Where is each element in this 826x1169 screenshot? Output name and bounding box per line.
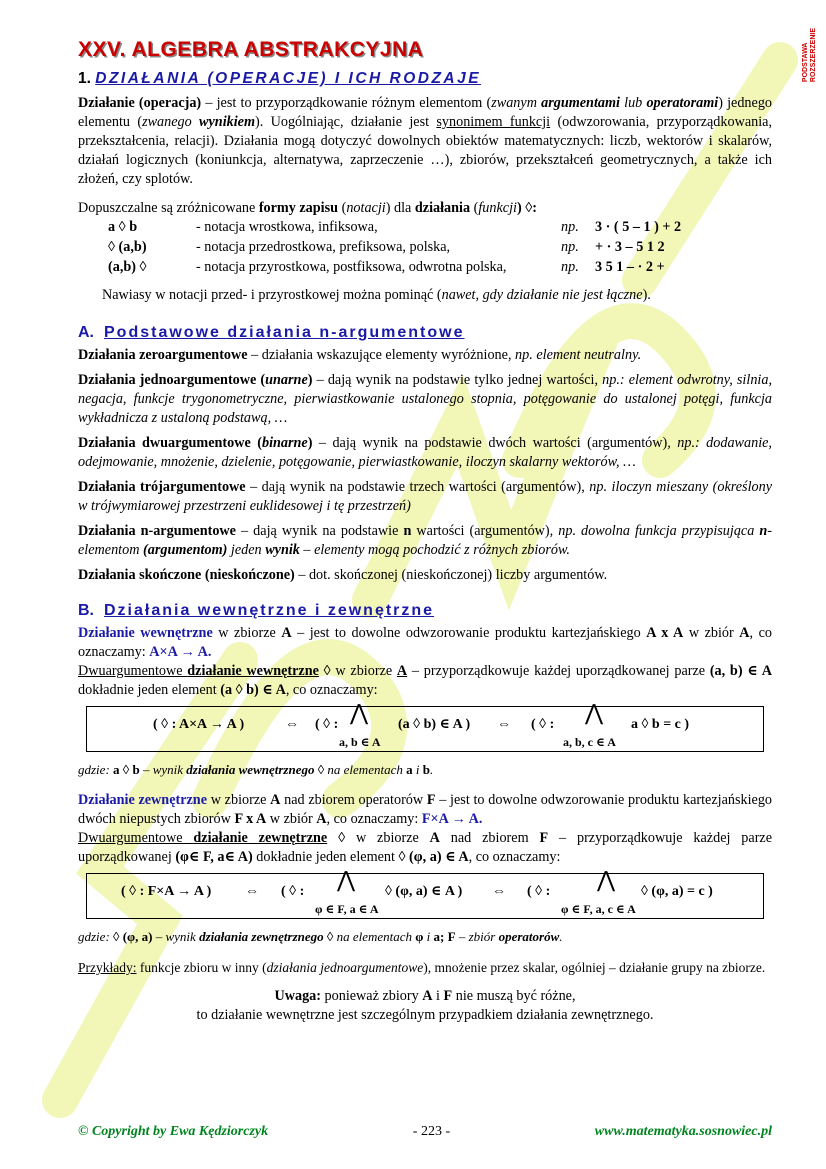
- binary-item: Działania dwuargumentowe (binarne) – dają wynik na podstawie dwóch wartości (argumentów), np.: dodawanie, odejmowanie, mnożenie, dzielenie, potęgowanie, pierwiastkowanie, iloczyn skalarny wektorów, …: [78, 435, 772, 470]
- section1-number: 1.: [78, 70, 91, 87]
- notation-example: 3 · ( 5 – 1 ) + 2: [595, 219, 682, 235]
- notation-list: [78, 218, 772, 278]
- formula-part: ( ◊ : F×A → A ): [121, 884, 212, 899]
- remark-line-2: to działanie wewnętrzne jest szczególnym przypadkiem działania zewnętrznego.: [196, 1007, 654, 1023]
- section1-heading: [78, 69, 772, 88]
- for-all-symbol: ⋀: [585, 700, 604, 725]
- for-all-symbol: ⋀: [337, 867, 356, 892]
- notation-row: [78, 258, 772, 278]
- internal-formula-box: [86, 700, 764, 752]
- notation-np: np.: [561, 259, 579, 275]
- internal-note: gdzie: a ◊ b – wynik działania wewnętrznego ◊ na elementach a i b.: [78, 762, 434, 777]
- formula-part: ◊ (φ, a) = c ): [641, 884, 713, 899]
- unary-item: Działania jednoargumentowe (unarne) – dają wynik na podstawie tylko jednej wartości, np.: element odwrotny, silnia, negacja, funkcje trygonometryczne, pierwiastkowanie ustalonego stopnia, potęgowanie do ustalonej potęgi, funkcja wykładnicza z ustaloną podstawą, …: [78, 372, 772, 426]
- sectionA-letter: A.: [78, 324, 94, 341]
- formula-part: ( ◊ :: [315, 717, 339, 732]
- for-all-symbol: ⋀: [350, 700, 369, 725]
- sectionA-heading: [78, 323, 772, 342]
- section1-title: DZIAŁANIA (OPERACJE) I ICH RODZAJE: [95, 70, 482, 87]
- website-link[interactable]: www.matematyka.sosnowiec.pl: [594, 1124, 772, 1139]
- sectionB-heading: [78, 601, 772, 620]
- chapter-title: XXV. ALGEBRA ABSTRAKCYJNA: [78, 38, 424, 61]
- side-label-basic: PODSTAWA: [802, 42, 809, 83]
- for-all-symbol: ⋀: [597, 867, 616, 892]
- external-note: gdzie: ◊ (φ, a) – wynik działania zewnętrznego ◊ na elementach φ i a; F – zbiór operatorów.: [78, 929, 563, 944]
- side-label-extended: ROZSZERZENIE: [810, 28, 817, 83]
- remark-line-1: Uwaga: ponieważ zbiory A i F nie muszą być różne,: [274, 988, 576, 1004]
- equivalence-symbol: ⇔: [492, 884, 506, 899]
- formula-part: ( ◊ :: [531, 717, 555, 732]
- notation-desc: - notacja wrostkowa, infiksowa,: [196, 219, 378, 235]
- internal-binary-definition: Dwuargumentowe działanie wewnętrzne ◊ w zbiorze A – przyporządkowuje każdej uporządkowanej parze (a, b) ∈ A dokładnie jeden element (a ◊ b) ∈ A, co oznaczamy:: [78, 663, 772, 698]
- notation-example: + · 3 – 5 1 2: [595, 239, 665, 255]
- page-footer: [78, 1124, 772, 1140]
- internal-definition: Działanie wewnętrzne w zbiorze A – jest to dowolne odwzorowanie produktu kartezjańskiego A x A w zbiór A, co oznaczamy: A×A → A.: [78, 625, 772, 660]
- page-number: - 223 -: [412, 1124, 451, 1139]
- quantifier-subscript: φ ∈ F, a ∈ A: [315, 902, 379, 916]
- formula-part: ( ◊ :: [281, 884, 305, 899]
- side-level-label: [802, 28, 818, 82]
- equivalence-symbol: ⇔: [285, 717, 299, 732]
- formula-part: ◊ (φ, a) ∈ A ): [385, 884, 463, 899]
- notation-form: ◊ (a,b): [108, 239, 147, 255]
- formula-part: ( ◊ :: [527, 884, 551, 899]
- finite-item: Działania skończone (nieskończone) – dot. skończonej (nieskończonej) liczby argumentów.: [78, 567, 608, 583]
- notation-row: [78, 218, 772, 238]
- page-content: [78, 40, 772, 1025]
- notation-desc: - notacja przyrostkowa, postfiksowa, odwrotna polska,: [196, 259, 507, 275]
- examples-paragraph: Przykłady: funkcje zbioru w inny (działania jednoargumentowe), mnożenie przez skalar, ogólniej – działanie grupy na zbiorze.: [78, 960, 766, 975]
- parentheses-note: Nawiasy w notacji przed- i przyrostkowej można pominąć (nawet, gdy działanie nie jest łączne).: [102, 287, 651, 303]
- notation-np: np.: [561, 239, 579, 255]
- notation-intro: Dopuszczalne są zróżnicowane formy zapisu (notacji) dla działania (funkcji) ◊:: [78, 200, 537, 216]
- equivalence-symbol: ⇔: [245, 884, 259, 899]
- notation-np: np.: [561, 219, 579, 235]
- sectionB-letter: B.: [78, 602, 94, 619]
- external-formula-box: [86, 867, 764, 919]
- sectionA-title: Podstawowe działania n-argumentowe: [104, 324, 465, 341]
- external-definition: Działanie zewnętrzne w zbiorze A nad zbiorem operatorów F – jest to dowolne odwzorowanie produktu kartezjańskiego dwóch niepustych zbiorów F x A w zbiór A, co oznaczamy: F×A → A.: [78, 792, 773, 827]
- formula-part: ( ◊ : A×A → A ): [153, 717, 245, 732]
- quantifier-subscript: φ ∈ F, a, c ∈ A: [561, 902, 636, 916]
- quantifier-subscript: a, b ∈ A: [339, 735, 381, 749]
- definition-paragraph: Działanie (operacja) – jest to przyporządkowanie różnym elementom (zwanym argumentami lub operatorami) jednego elementu (zwanego wynikiem). Uogólniając, działanie jest synonimem funkcji (odwzorowania, przyporządkowania, przekształcenia, relacji). Działania mogą dotyczyć dowolnych obiektów matematycznych: liczb, wektorów i skalarów, działań logicznych (koniunkcja, alternatywa, zaprzeczenie …), zbiorów, przekształceń geometrycznych, a także ich złożeń, czy splotów.: [78, 95, 773, 187]
- formula-part: a ◊ b = c ): [631, 717, 690, 732]
- notation-example: 3 5 1 – · 2 +: [595, 259, 665, 275]
- notation-form: a ◊ b: [108, 219, 138, 235]
- quantifier-subscript: a, b, c ∈ A: [563, 735, 616, 749]
- external-binary-definition: Dwuargumentowe działanie zewnętrzne ◊ w zbiorze A nad zbiorem F – przyporządkowuje każdej parze uporządkowanej (φ∈ F, a∈ A) dokładnie jeden element ◊ (φ, a) ∈ A, co oznaczamy:: [78, 830, 773, 865]
- sectionB-title: Działania wewnętrzne i zewnętrzne: [104, 602, 435, 619]
- notation-desc: - notacja przedrostkowa, prefiksowa, polska,: [196, 239, 451, 255]
- formula-part: (a ◊ b) ∈ A ): [398, 717, 471, 732]
- n-ary-item: Działania n-argumentowe – dają wynik na podstawie n wartości (argumentów), np. dowolna funkcja przypisująca n-elementom (argumentom) jeden wynik – elementy mogą pochodzić z różnych zbiorów.: [78, 523, 772, 558]
- copyright: © Copyright by Ewa Kędziorczyk: [78, 1124, 269, 1139]
- equivalence-symbol: ⇔: [497, 717, 511, 732]
- notation-form: (a,b) ◊: [108, 259, 147, 275]
- notation-row: [78, 238, 772, 258]
- ternary-item: Działania trójargumentowe – dają wynik na podstawie trzech wartości (argumentów), np. iloczyn mieszany (określony w trójwymiarowej przestrzeni euklidesowej i tę przestrzeń): [78, 479, 772, 514]
- zeroary-item: Działania zeroargumentowe – działania wskazujące elementy wyróżnione, np. element neutralny.: [78, 347, 642, 363]
